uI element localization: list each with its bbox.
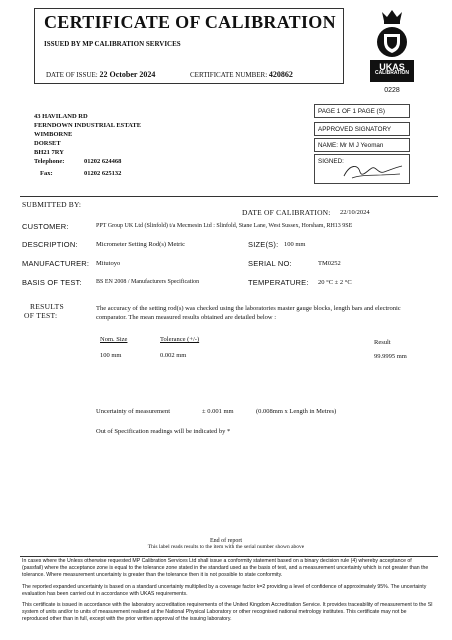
- signature-mark: [340, 160, 406, 182]
- customer-label: CUSTOMER:: [22, 222, 69, 231]
- certificate-title: CERTIFICATE OF CALIBRATION: [44, 12, 336, 32]
- col-nominal-size: Nom. Size: [100, 336, 128, 343]
- telephone-label: Telephone:: [34, 158, 65, 165]
- size-value: 100 mm: [284, 241, 306, 248]
- footer-uncertainty-text: The reported expanded uncertainty is based on a standard uncertainty multiplied by a coverage factor k=2 providing a level of confidence of approximately 95%. The uncertainty evaluation has been carried out in accordance with UKAS requirements.: [22, 584, 427, 597]
- signatory-name-box: NAME: Mr M J Yeoman: [314, 138, 410, 152]
- telephone-value: 01202 624468: [84, 158, 122, 165]
- results-label-line1: RESULTS: [30, 302, 64, 311]
- uncertainty-label: Uncertainty of measurement: [96, 408, 170, 415]
- date-of-issue-label: DATE OF ISSUE:: [46, 71, 98, 79]
- col-result: Result: [374, 339, 391, 346]
- page-count-box: PAGE 1 OF 1 PAGE (S): [314, 104, 410, 118]
- out-of-spec-note: Out of Specification readings will be indicated by *: [96, 428, 231, 435]
- temperature-label: TEMPERATURE:: [248, 278, 309, 287]
- date-of-calibration-value: 22/10/2024: [340, 209, 370, 216]
- footer-accreditation-text: This certificate is issued in accordance with the laboratory accreditation requirements of the United Kingdom Accreditation Service. It provides traceability of measurement to the SI system of units and/or to units of measurement realised at the National Physical Laboratory or other recognised national metrology institutes. This certificate may not be reproduced other than in full, except with the prior written approval of the issuing laboratory.: [22, 602, 433, 622]
- uncertainty-value: ± 0.001 mm: [202, 408, 234, 415]
- date-of-issue: [46, 70, 155, 79]
- results-label-line2: OF TEST:: [24, 311, 58, 320]
- ukas-calibration-label: CALIBRATION: [374, 70, 410, 76]
- manufacturer-value: Mitutoyo: [96, 260, 121, 267]
- telephone: [34, 158, 122, 165]
- temperature-value: 20 °C ± 2 °C: [318, 279, 352, 286]
- section-divider: [20, 196, 438, 197]
- col-tolerance: Tolerance (+/-): [160, 336, 200, 343]
- submitted-by-label: SUBMITTED BY:: [22, 200, 82, 209]
- footer-divider: [20, 556, 438, 557]
- fax: [34, 170, 122, 177]
- basis-of-test-value: BS EN 2008 / Manufacturers Specification: [96, 279, 200, 285]
- row-tolerance: 0.002 mm: [160, 352, 187, 359]
- date-of-issue-value: 22 October 2024: [99, 70, 156, 79]
- footer-conformity-text: In cases where the Unless otherwise requested MP Calibration Services Ltd shall issue a conformity statement based on a binary decision rule (4) whereby acceptance of (passfail) where the acceptance zone is equal to the tolerance zone stated in the standard used as the basis of test, and a measurement uncertainty which is not greater than the tolerance. Where measurement uncertainty is greater than the tolerance then it is not possible to state conformity.: [22, 558, 429, 578]
- basis-of-test-label: BASIS OF TEST:: [22, 278, 82, 287]
- fax-label: Fax:: [40, 170, 53, 177]
- manufacturer-label: MANUFACTURER:: [22, 259, 90, 268]
- end-of-report: [0, 538, 452, 550]
- end-of-report-note: This label reads results to the item with the serial number shown above: [147, 544, 305, 550]
- description-value: Micrometer Setting Rod(s) Metric: [96, 241, 185, 248]
- fax-value: 01202 625132: [84, 170, 122, 177]
- row-result: 99.9995 mm: [374, 353, 407, 360]
- serial-value: TM0252: [318, 260, 341, 267]
- approved-signatory-box: APPROVED SIGNATORY: [314, 122, 410, 136]
- issued-by: ISSUED BY MP CALIBRATION SERVICES: [44, 40, 181, 48]
- svg-text:UKAS: UKAS: [379, 62, 405, 72]
- signed-label: SIGNED:: [318, 158, 344, 165]
- certificate-number-label: CERTIFICATE NUMBER:: [190, 71, 268, 79]
- certificate-number-value: 420862: [268, 70, 293, 79]
- end-of-report-title: End of report: [210, 538, 242, 544]
- uncertainty-formula: (0.008mm x Length in Metres): [256, 408, 337, 415]
- row-nominal-size: 100 mm: [100, 352, 122, 359]
- ukas-number: 0228: [384, 87, 400, 94]
- serial-label: SERIAL NO:: [248, 259, 292, 268]
- lab-address: 43 HAVILAND RD FERNDOWN INDUSTRIAL ESTATE WIMBORNE DORSET BH21 7RY: [34, 113, 142, 156]
- results-label: [24, 302, 64, 320]
- results-paragraph: The accuracy of the setting rod(s) was checked using the laboratories master gauge blocks, length bars and electronic comparator. The mean measured results obtained are detailed below :: [96, 305, 401, 321]
- date-of-calibration-label: DATE OF CALIBRATION:: [242, 208, 331, 217]
- certificate-number: [190, 70, 293, 79]
- description-label: DESCRIPTION:: [22, 240, 78, 249]
- customer-value: PPT Group UK Ltd (Slinfold) t/a Mecmesin Ltd : Slinfold, Stane Lane, West Sussex, Horsham, RH13 9SE: [96, 223, 353, 229]
- size-label: SIZE(S):: [248, 240, 279, 249]
